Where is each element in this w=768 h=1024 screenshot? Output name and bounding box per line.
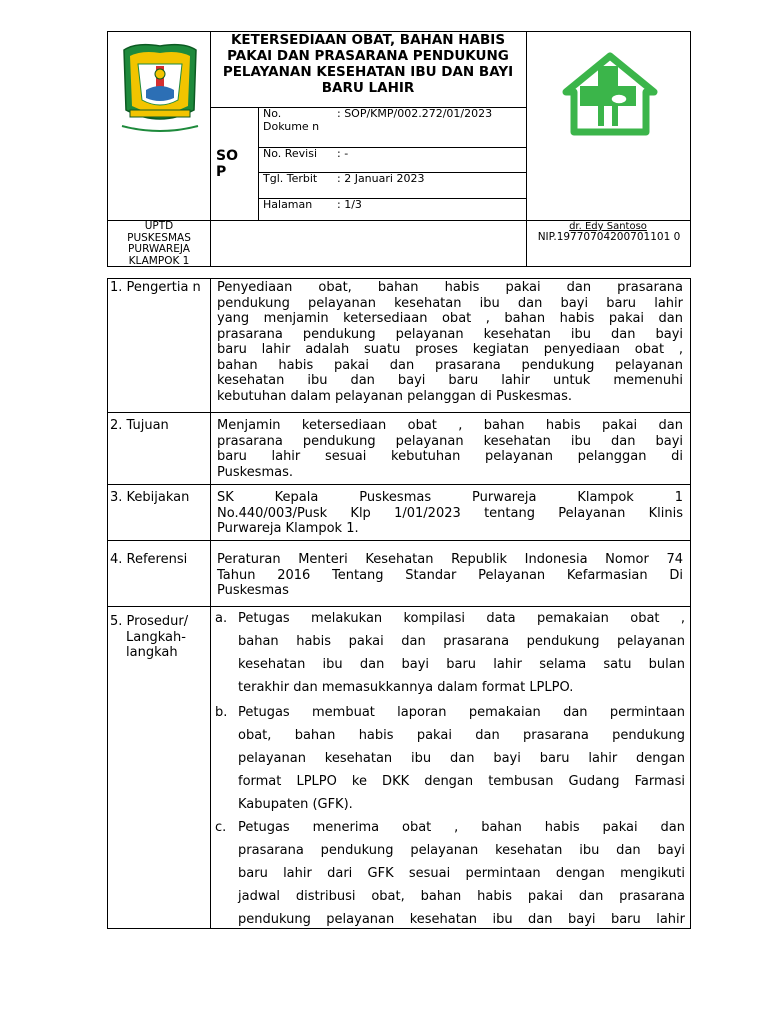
unit-name: UPTD PUSKESMAS PURWAREJA KLAMPOK 1 [127, 220, 191, 267]
signer-nip: NIP.19770704200701101 0 [537, 231, 681, 243]
step-a-marker: a. [215, 611, 228, 626]
puskesmas-logo [562, 52, 658, 136]
revision-value: : - [337, 147, 349, 160]
tujuan-text: Menjamin ketersediaan obat , bahan habis pakai dan prasarana pendukung pelayanan kesehatan ibu dan bayi baru lahir sesuai kebutuhan pelayanan pelanggan di Puskesmas. [217, 418, 683, 480]
prosedur-label: 5. Prosedur/ Langkah- langkah [110, 614, 189, 660]
referensi-text: Peraturan Menteri Kesehatan Republik Indonesia Nomor 74 Tahun 2016 Tentang Standar Pelayanan Kefarmasian Di Puskesmas [217, 552, 683, 598]
pengertian-label: 1. Pengertia n [110, 280, 201, 295]
issue-date-value: : 2 Januari 2023 [337, 172, 425, 185]
kebijakan-text: SK Kepala Puskesmas Purwareja Klampok 1 No.440/003/Pusk Klp 1/01/2023 tentang Pelayanan Klinis Purwareja Klampok 1. [217, 490, 683, 536]
step-b-marker: b. [215, 705, 228, 720]
document-title: KETERSEDIAAN OBAT, BAHAN HABIS PAKAI DAN PRASARANA PENDUKUNG PELAYANAN KESEHATAN IBU DAN BAYI BARU LAHIR [222, 32, 514, 96]
sop-label: SO P [216, 148, 238, 180]
doc-number-label: No. Dokume n [263, 107, 320, 133]
pengertian-text: Penyediaan obat, bahan habis pakai dan prasarana pendukung pelayanan kesehatan ibu dan bayi baru lahir yang menjamin ketersediaan obat , bahan habis pakai dan prasarana pendukung pelayanan kesehatan ibu dan bayi baru lahir adalah suatu proses kegiatan penyediaan obat , bahan habis pakai dan prasarana pendukung pelayanan kesehatan ibu dan bayi baru lahir untuk memenuhi kebutuhan dalam pelayanan pelanggan di Puskesmas. [217, 280, 683, 404]
revision-label: No. Revisi [263, 147, 318, 160]
doc-number-value: : SOP/KMP/002.272/01/2023 [337, 107, 493, 120]
regency-crest-logo [116, 40, 204, 136]
step-c-marker: c. [215, 820, 227, 835]
kebijakan-label: 3. Kebijakan [110, 490, 190, 505]
tujuan-label: 2. Tujuan [110, 418, 169, 433]
referensi-label: 4. Referensi [110, 552, 188, 567]
signer-name: dr. Edy Santoso [569, 221, 647, 232]
prosedur-step-a: a. Petugas melakukan kompilasi data pemakaian obat , bahan habis pakai dan prasarana pendukung pelayanan kesehatan ibu dan bayi baru lahir selama satu bulan terakhir dan memasukkannya dalam format LPLPO. [215, 607, 685, 699]
page-label: Halaman [263, 198, 313, 211]
prosedur-step-c: c. Petugas menerima obat , bahan habis pakai dan prasarana pendukung pelayanan kesehatan ibu dan bayi baru lahir dari GFK sesuai permintaan dengan mengikuti jadwal distribusi obat, bahan habis pakai dan prasarana pendukung pelayanan kesehatan ibu dan bayi baru lahir [215, 816, 685, 931]
issue-date-label: Tgl. Terbit [263, 172, 318, 185]
prosedur-step-b: b. Petugas membuat laporan pemakaian dan permintaan obat, bahan habis pakai dan prasarana pendukung pelayanan kesehatan ibu dan bayi baru lahir dengan format LPLPO ke DKK dengan tembusan Gudang Farmasi Kabupaten (GFK). [215, 701, 685, 816]
page-value: : 1/3 [337, 198, 362, 211]
